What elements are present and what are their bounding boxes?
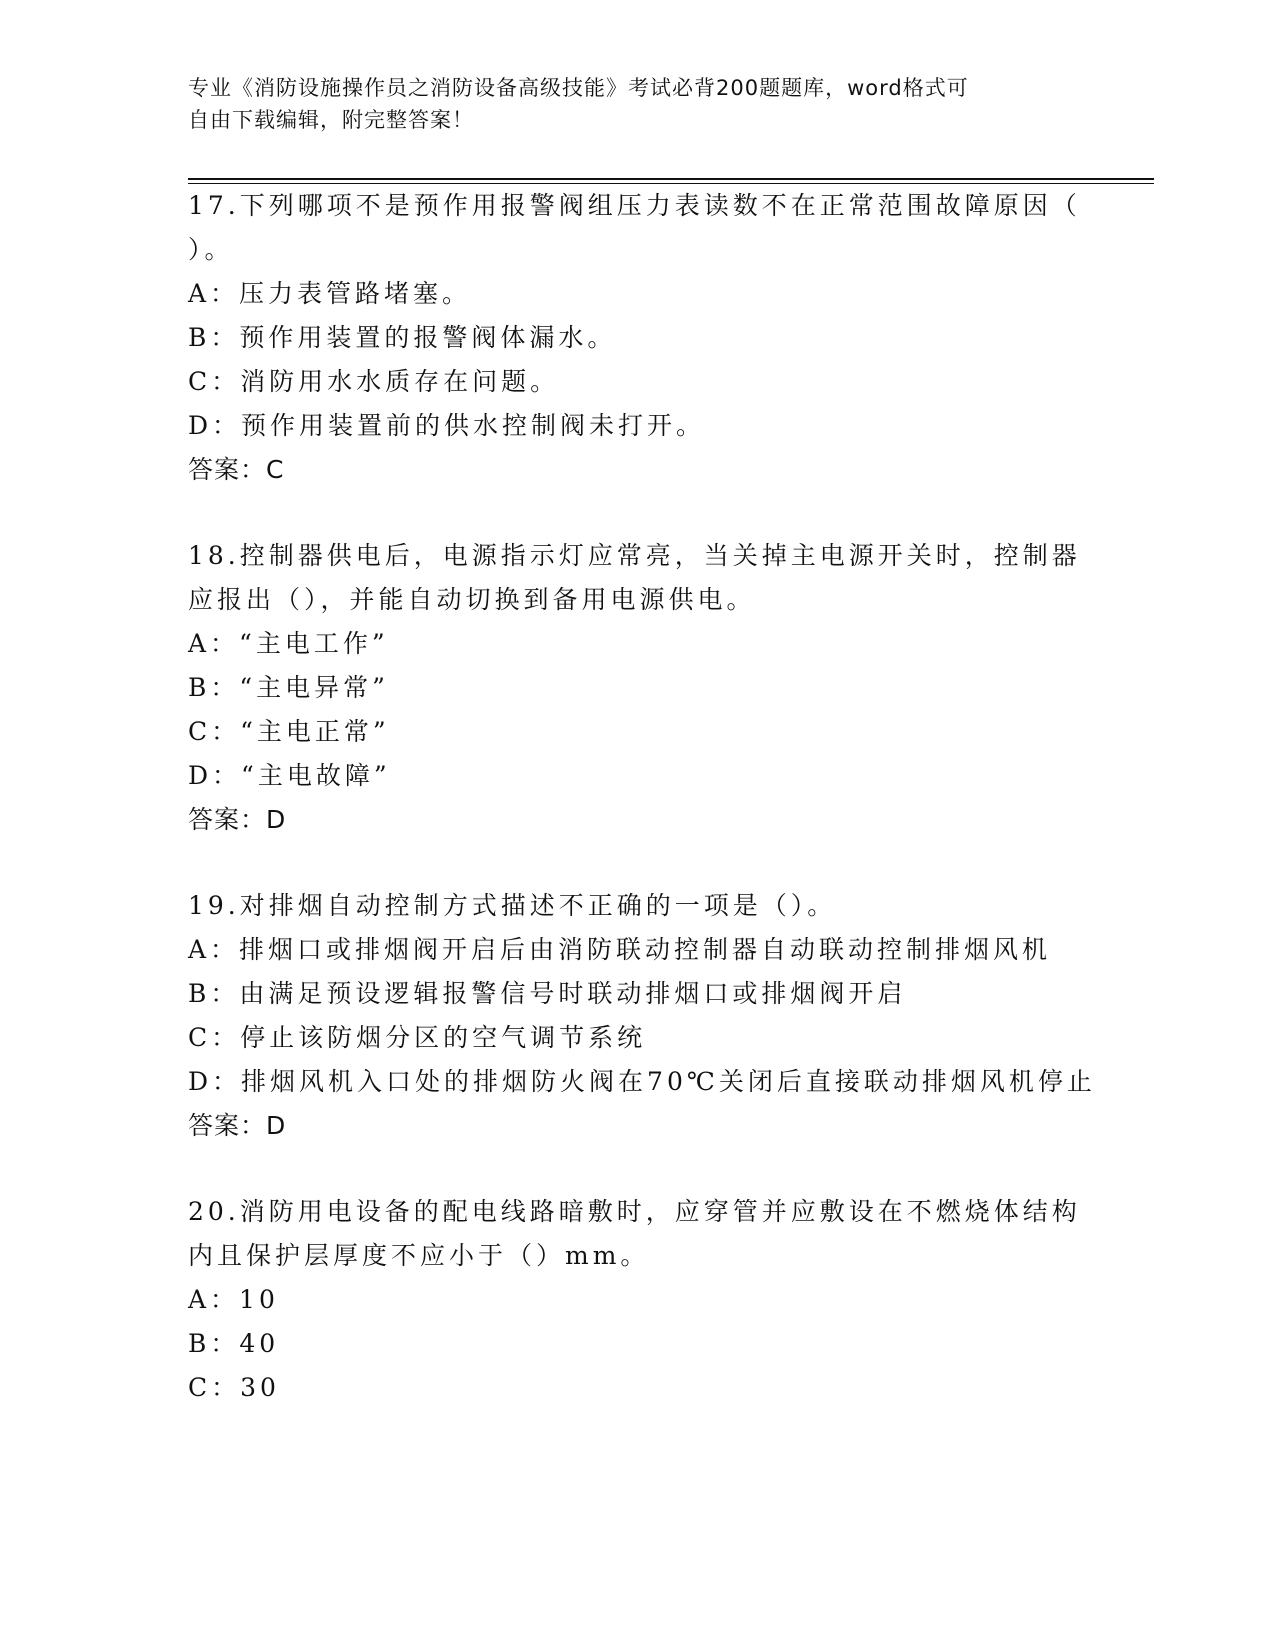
header-divider (188, 178, 1154, 180)
question-18-option-c: C：“主电正常” (188, 717, 390, 746)
question-17-stem-line-2: ）。 (188, 235, 234, 264)
question-17-option-a: A：压力表管路堵塞。 (188, 279, 472, 308)
question-20-stem-line-1: 20.消防用电设备的配电线路暗敷时，应穿管并应敷设在不燃烧体结构 (188, 1197, 1081, 1226)
question-17-stem-line-1: 17.下列哪项不是预作用报警阀组压力表读数不在正常范围故障原因（ (188, 191, 1081, 220)
question-20-option-a: A：10 (188, 1285, 279, 1314)
question-19-answer: 答案：D (188, 1111, 287, 1140)
question-20-stem-line-2: 内且保护层厚度不应小于（）mm。 (188, 1241, 650, 1270)
question-18-option-b: B：“主电异常” (188, 673, 389, 702)
question-20-option-b: B：40 (188, 1329, 280, 1358)
question-18-stem-line-1: 18.控制器供电后，电源指示灯应常亮，当关掉主电源开关时，控制器 (188, 541, 1081, 570)
question-19-option-b: B：由满足预设逻辑报警信号时联动排烟口或排烟阀开启 (188, 979, 907, 1008)
question-18-answer: 答案：D (188, 805, 287, 834)
question-17-answer: 答案：C (188, 455, 285, 484)
question-17-option-b: B：预作用装置的报警阀体漏水。 (188, 323, 617, 352)
question-17-option-c: C：消防用水水质存在问题。 (188, 367, 560, 396)
document-header (188, 72, 1068, 136)
question-18-stem-line-2: 应报出（），并能自动切换到备用电源供电。 (188, 585, 756, 614)
question-17-option-d: D：预作用装置前的供水控制阀未打开。 (188, 411, 706, 440)
question-19-stem-line-1: 19.对排烟自动控制方式描述不正确的一项是（）。 (188, 891, 837, 920)
question-19-option-d: D：排烟风机入口处的排烟防火阀在70℃关闭后直接联动排烟风机停止 (188, 1067, 1096, 1096)
header-line-1: 专业《消防设施操作员之消防设备高级技能》考试必背200题题库，word格式可 (188, 76, 969, 100)
question-19-option-c: C：停止该防烟分区的空气调节系统 (188, 1023, 647, 1052)
question-18-option-d: D：“主电故障” (188, 761, 391, 790)
header-divider-thin (188, 183, 1154, 184)
header-line-2: 自由下载编辑，附完整答案！ (188, 108, 474, 132)
question-19-option-a: A：排烟口或排烟阀开启后由消防联动控制器自动联动控制排烟风机 (188, 935, 1052, 964)
question-20-option-c: C：30 (188, 1373, 280, 1402)
question-18-option-a: A：“主电工作” (188, 629, 389, 658)
